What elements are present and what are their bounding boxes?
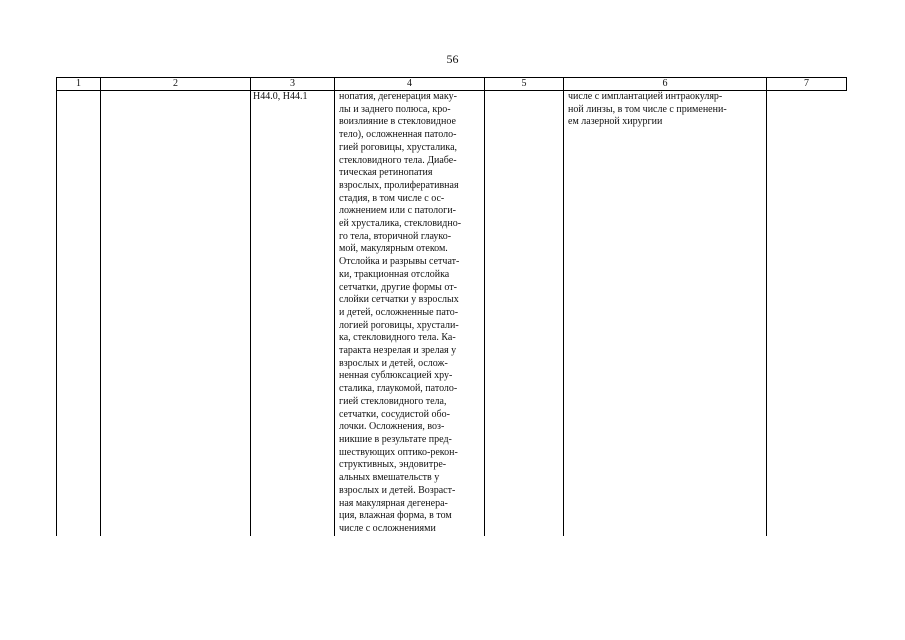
- diagnosis-line: тическая ретинопатия: [339, 167, 433, 179]
- diagnosis-line: никшие в результате пред-: [339, 433, 452, 445]
- column-header-7: 7: [767, 78, 847, 91]
- diagnosis-line: воизлияние в стекловидное: [339, 116, 456, 128]
- cell-icd-codes: H44.0, H44.1: [251, 91, 335, 536]
- column-header-6: 6: [564, 78, 767, 91]
- diagnosis-line: лы и заднего полюса, кро-: [339, 103, 451, 115]
- cell-col7: [767, 91, 847, 536]
- diagnosis-line: го тела, вторичной глауко-: [339, 230, 452, 242]
- diagnosis-line: взрослых и детей. Возраст-: [339, 484, 456, 496]
- diagnosis-line: взрослых, пролиферативная: [339, 179, 459, 191]
- diagnosis-line: логией роговицы, хрустали-: [339, 319, 459, 331]
- diagnosis-line: гией стекловидного тела,: [339, 395, 447, 407]
- table-header-row: [57, 78, 847, 91]
- cell-col2: [101, 91, 251, 536]
- cell-col1: [57, 91, 101, 536]
- diagnosis-line: ненная сублюксацией хру-: [339, 370, 453, 382]
- diagnosis-line: нопатия, дегенерация маку-: [339, 91, 457, 102]
- diagnosis-line: лочки. Осложнения, воз-: [339, 421, 445, 433]
- diagnosis-line: стекловидного тела. Диабе-: [339, 154, 457, 166]
- diagnosis-line: сетчатки, другие формы от-: [339, 281, 457, 293]
- diagnosis-line: ная макулярная дегенера-: [339, 497, 448, 509]
- cell-col5: [485, 91, 564, 536]
- diagnosis-line: альных вмешательств у: [339, 472, 440, 484]
- diagnosis-line: стадия, в том числе с ос-: [339, 192, 445, 204]
- diagnosis-line: ки, тракционная отслойка: [339, 268, 450, 280]
- column-header-5: 5: [485, 78, 564, 91]
- column-header-3: 3: [251, 78, 335, 91]
- treatment-line: ем лазерной хирургии: [568, 116, 663, 128]
- diagnosis-line: таракта незрелая и зрелая у: [339, 345, 457, 357]
- table-row: [57, 91, 847, 536]
- treatment-line: ной линзы, в том числе с применени-: [568, 103, 727, 115]
- diagnosis-line: ка, стекловидного тела. Ка-: [339, 332, 456, 344]
- column-header-2: 2: [101, 78, 251, 91]
- treatment-line: числе с имплантацией интраокуляр-: [568, 91, 723, 102]
- column-header-1: 1: [57, 78, 101, 91]
- diagnosis-line: мой, макулярным отеком.: [339, 243, 448, 255]
- cell-treatment-text: [564, 91, 767, 536]
- diagnosis-line: тело), осложненная патоло-: [339, 129, 457, 141]
- medical-table: [56, 77, 847, 536]
- diagnosis-line: слойки сетчатки у взрослых: [339, 294, 459, 306]
- page-number: 56: [446, 52, 459, 66]
- cell-diagnosis-text: [335, 91, 485, 536]
- diagnosis-line: сталика, глаукомой, патоло-: [339, 383, 458, 395]
- diagnosis-line: и детей, осложненные пато-: [339, 306, 459, 318]
- diagnosis-line: ей хрусталика, стекловидно-: [339, 218, 462, 230]
- diagnosis-line: шествующих оптико-рекон-: [339, 446, 458, 458]
- diagnosis-line: структивных, эндовитре-: [339, 459, 447, 471]
- diagnosis-line: числе с осложнениями: [339, 522, 436, 534]
- diagnosis-line: взрослых и детей, ослож-: [339, 357, 448, 369]
- diagnosis-line: сетчатки, сосудистой обо-: [339, 408, 450, 420]
- diagnosis-line: гией роговицы, хрусталика,: [339, 141, 458, 153]
- column-header-4: 4: [335, 78, 485, 91]
- diagnosis-line: ложнением или с патологи-: [339, 205, 456, 217]
- diagnosis-line: ция, влажная форма, в том: [339, 510, 452, 522]
- diagnosis-line: Отслойка и разрывы сетчат-: [339, 256, 460, 268]
